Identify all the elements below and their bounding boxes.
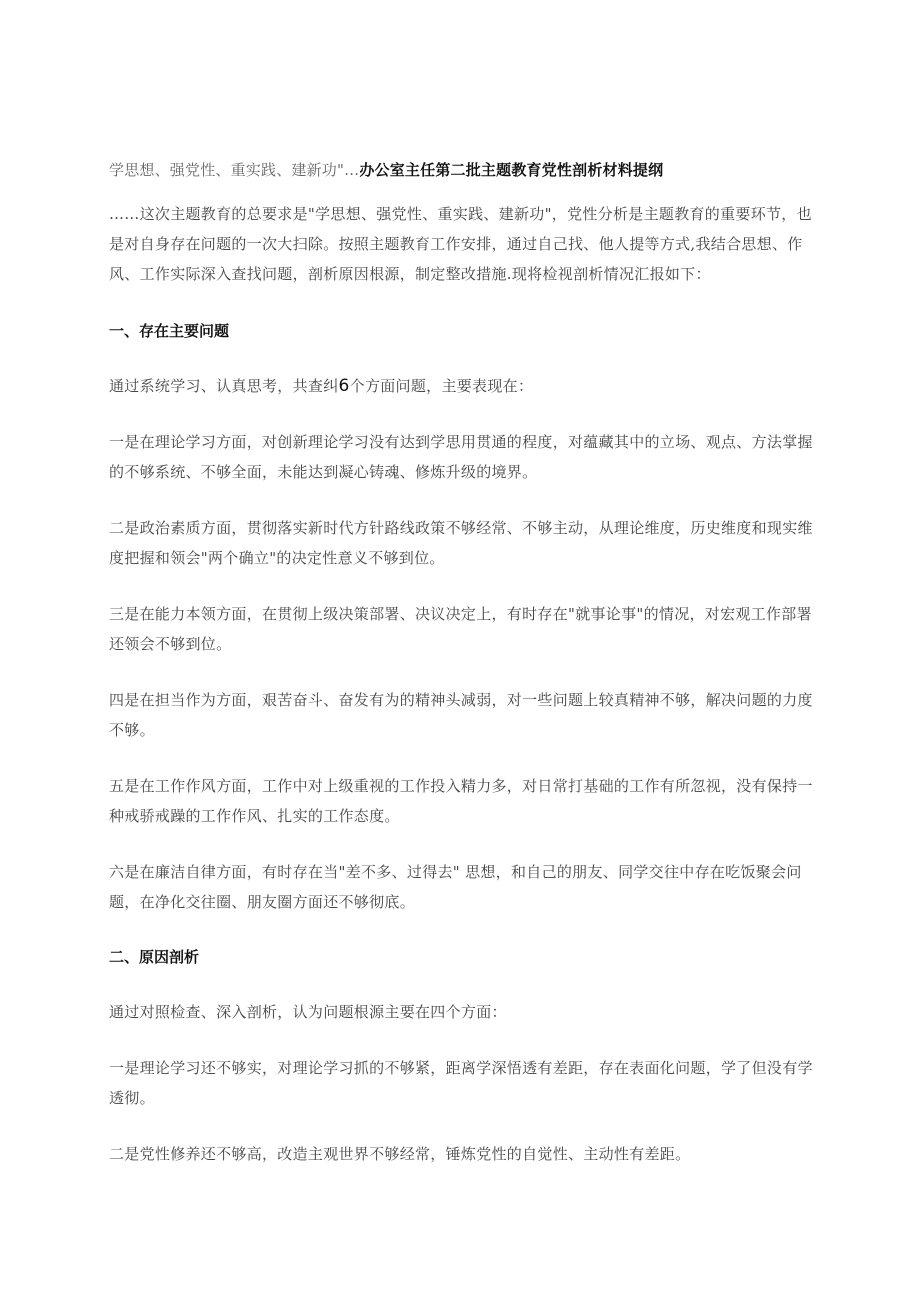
causes-lead-paragraph: 通过对照检查、深入剖析，认为问题根源主要在四个方面： — [109, 1003, 507, 1021]
document-title — [109, 157, 815, 183]
problem-item-5: 五是在工作作风方面，工作中对上级重视的工作投入精力多，对日常打基础的工作有所忽视，没有保持一种戒骄戒躁的工作作风、扎实的工作态度。 — [109, 777, 813, 825]
problems-lead-before: 通过系统学习、认真思考，共查纠 — [109, 377, 339, 395]
cause-item-2: 二是党性修养还不够高，改造主观世界不够经常，锤炼党性的自觉性、主动性有差距。 — [109, 1145, 691, 1163]
problems-lead-after: 个方面问题，主要表现在： — [349, 377, 534, 395]
section-heading-problems: 一、存在主要问题 — [109, 322, 230, 340]
problem-item-1: 一是在理论学习方面，对创新理论学习没有达到学思用贯通的程度，对蕴藏其中的立场、观点、方法掌握的不够系统、不够全面，未能达到凝心铸魂、修炼升级的境界。 — [109, 433, 813, 481]
document-title-main: 办公室主任第二批主题教育党性剖析材料提纲 — [359, 161, 664, 179]
document-page — [109, 157, 815, 1195]
intro-paragraph: ……这次主题教育的总要求是"学思想、强党性、重实践、建新功"，党性分析是主题教育的重要环节，也是对自身存在问题的一次大扫除。按照主题教育工作安排，通过自己找、他人提等方式,我结合思想、作风、工作实际深入查找问题，剖析原因根源，制定整改措施.现将检视剖析情况汇报如下： — [109, 205, 812, 283]
document-title-prefix: 学思想、强党性、重实践、建新功"… — [109, 161, 360, 179]
problem-item-4: 四是在担当作为方面，艰苦奋斗、奋发有为的精神头减弱，对一些问题上较真精神不够，解决问题的力度不够。 — [109, 691, 813, 739]
problems-lead-paragraph — [109, 371, 815, 401]
problems-count: 6 — [338, 376, 350, 396]
problem-item-2: 二是政治素质方面，贯彻落实新时代方针路线政策不够经常、不够主动，从理论维度，历史维度和现实维度把握和领会"两个确立"的决定性意义不够到位。 — [109, 519, 813, 567]
problem-item-3: 三是在能力本领方面，在贯彻上级决策部署、决议决定上，有时存在"就事论事"的情况，对宏观工作部署还领会不够到位。 — [109, 605, 812, 653]
section-heading-causes: 二、原因剖析 — [109, 948, 200, 966]
cause-item-1: 一是理论学习还不够实，对理论学习抓的不够紧，距离学深悟透有差距，存在表面化问题，学了但没有学透彻。 — [109, 1059, 813, 1107]
problem-item-6: 六是在廉洁自律方面，有时存在当"差不多、过得去" 思想，和自己的朋友、同学交往中存在吃饭聚会问题，在净化交往圈、朋友圈方面还不够彻底。 — [109, 863, 802, 911]
